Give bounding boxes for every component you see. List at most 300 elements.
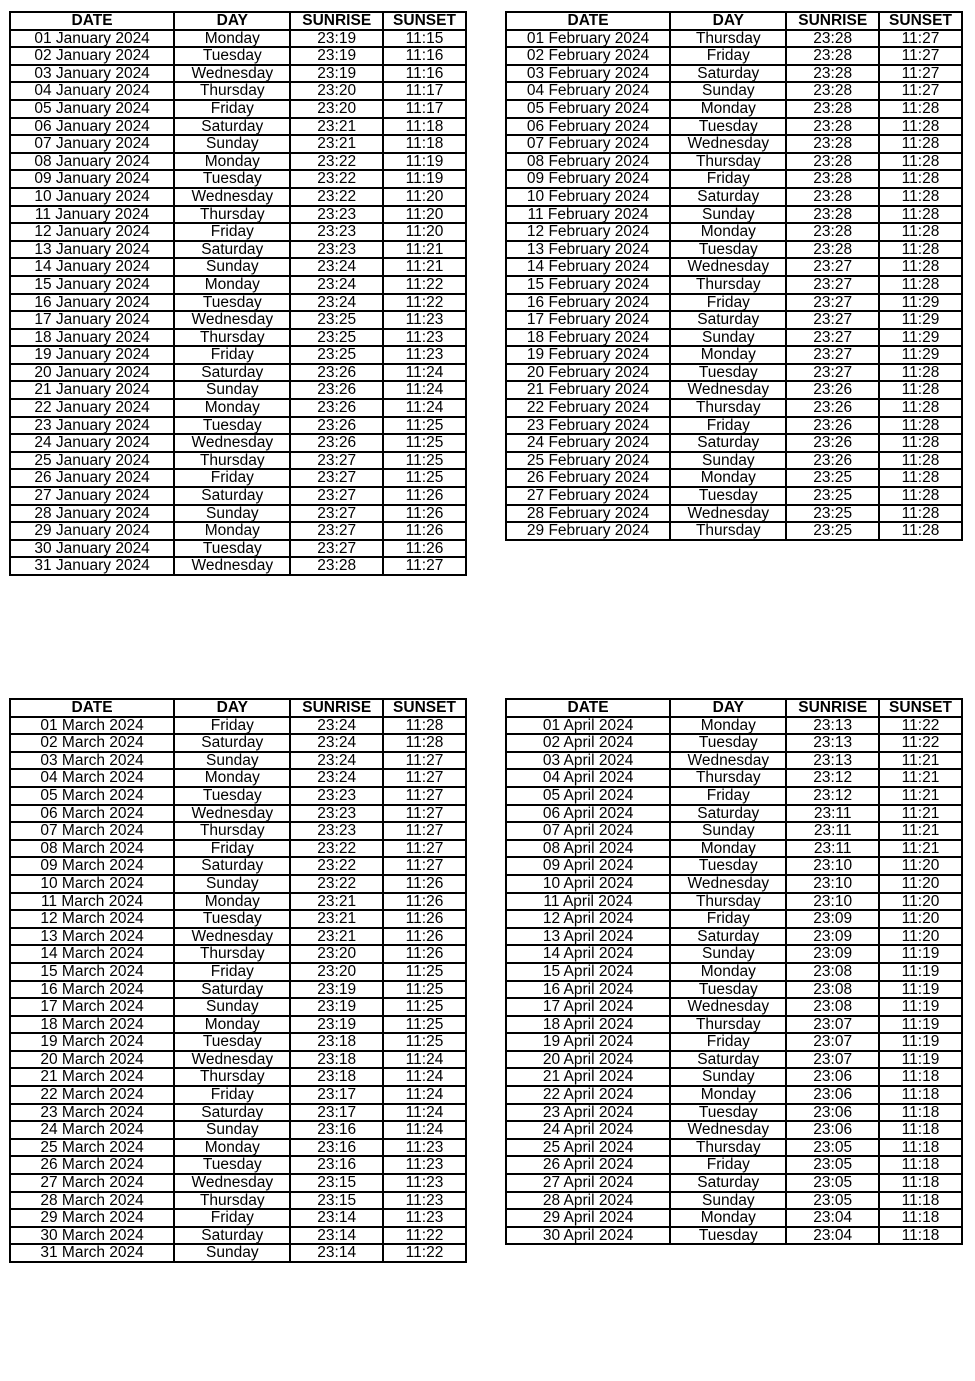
sunset-cell: 11:18 (879, 1227, 962, 1245)
sunset-cell: 11:25 (383, 417, 466, 435)
date-cell: 04 January 2024 (10, 82, 174, 100)
table-row (10, 1068, 466, 1086)
date-cell: 15 April 2024 (506, 963, 670, 981)
sunrise-cell: 23:26 (786, 452, 879, 470)
day-cell: Friday (174, 840, 290, 858)
date-cell: 25 January 2024 (10, 452, 174, 470)
table-row (506, 963, 962, 981)
date-cell: 13 April 2024 (506, 928, 670, 946)
table-march (9, 698, 467, 1263)
date-cell: 06 February 2024 (506, 118, 670, 136)
sunset-cell: 11:26 (383, 505, 466, 523)
day-cell: Thursday (670, 1139, 786, 1157)
sunset-cell: 11:15 (383, 30, 466, 48)
sunrise-cell: 23:28 (786, 170, 879, 188)
sunrise-cell: 23:13 (786, 752, 879, 770)
date-cell: 02 January 2024 (10, 47, 174, 65)
sunrise-cell: 23:18 (290, 1051, 383, 1069)
sunrise-cell: 23:26 (786, 381, 879, 399)
table-row (506, 311, 962, 329)
sunset-cell: 11:23 (383, 1156, 466, 1174)
day-cell: Monday (670, 100, 786, 118)
sunrise-cell: 23:05 (786, 1156, 879, 1174)
table-row (506, 1227, 962, 1245)
table-april (505, 698, 963, 1245)
date-cell: 11 April 2024 (506, 893, 670, 911)
day-cell: Monday (174, 30, 290, 48)
date-cell: 17 April 2024 (506, 998, 670, 1016)
table-row (506, 1033, 962, 1051)
sunrise-cell: 23:11 (786, 840, 879, 858)
table-row (506, 505, 962, 523)
sunset-cell: 11:20 (879, 857, 962, 875)
sunrise-cell: 23:27 (786, 276, 879, 294)
sunset-cell: 11:27 (879, 65, 962, 83)
table-row (506, 840, 962, 858)
table-row (10, 998, 466, 1016)
sunset-cell: 11:26 (383, 522, 466, 540)
sunrise-cell: 23:19 (290, 30, 383, 48)
sunset-cell: 11:25 (383, 981, 466, 999)
day-cell: Thursday (670, 399, 786, 417)
date-cell: 26 February 2024 (506, 469, 670, 487)
day-cell: Friday (174, 1209, 290, 1227)
sunset-cell: 11:19 (879, 1016, 962, 1034)
sunrise-cell: 23:10 (786, 857, 879, 875)
sunrise-cell: 23:28 (786, 100, 879, 118)
date-cell: 19 February 2024 (506, 346, 670, 364)
sunset-cell: 11:21 (879, 805, 962, 823)
sunset-cell: 11:24 (383, 1104, 466, 1122)
day-cell: Saturday (670, 65, 786, 83)
sunrise-cell: 23:26 (290, 381, 383, 399)
sunset-cell: 11:17 (383, 100, 466, 118)
sunrise-cell: 23:27 (786, 364, 879, 382)
table-row (506, 805, 962, 823)
sunset-cell: 11:19 (879, 998, 962, 1016)
table-row (506, 857, 962, 875)
sunrise-cell: 23:23 (290, 241, 383, 259)
sunset-cell: 11:24 (383, 1086, 466, 1104)
column-header-sunrise: SUNRISE (786, 12, 879, 30)
column-header-sunrise: SUNRISE (290, 12, 383, 30)
sunrise-cell: 23:25 (290, 311, 383, 329)
sunrise-cell: 23:19 (290, 1016, 383, 1034)
sunset-cell: 11:22 (879, 717, 962, 735)
date-cell: 12 April 2024 (506, 910, 670, 928)
sunrise-cell: 23:20 (290, 945, 383, 963)
sunrise-cell: 23:12 (786, 769, 879, 787)
sunrise-cell: 23:05 (786, 1192, 879, 1210)
table-row (10, 1174, 466, 1192)
date-cell: 25 February 2024 (506, 452, 670, 470)
day-cell: Friday (670, 47, 786, 65)
table-row (506, 1016, 962, 1034)
table-row (10, 153, 466, 171)
sunrise-cell: 23:08 (786, 981, 879, 999)
sunrise-cell: 23:24 (290, 276, 383, 294)
table-row (506, 364, 962, 382)
sunrise-cell: 23:22 (290, 170, 383, 188)
date-cell: 27 March 2024 (10, 1174, 174, 1192)
date-cell: 14 April 2024 (506, 945, 670, 963)
day-cell: Tuesday (174, 1156, 290, 1174)
date-cell: 08 March 2024 (10, 840, 174, 858)
day-cell: Tuesday (174, 540, 290, 558)
sunrise-cell: 23:12 (786, 787, 879, 805)
day-cell: Thursday (670, 522, 786, 540)
sunset-cell: 11:28 (879, 452, 962, 470)
day-cell: Thursday (670, 769, 786, 787)
table-row (10, 893, 466, 911)
day-cell: Saturday (670, 434, 786, 452)
sunset-cell: 11:23 (383, 1139, 466, 1157)
table-row (10, 294, 466, 312)
date-cell: 26 January 2024 (10, 469, 174, 487)
sunset-cell: 11:27 (879, 82, 962, 100)
sunrise-cell: 23:09 (786, 928, 879, 946)
table-row (506, 294, 962, 312)
table-row (10, 1192, 466, 1210)
sunset-cell: 11:28 (383, 734, 466, 752)
table-row (10, 769, 466, 787)
table-row (10, 206, 466, 224)
sunset-cell: 11:28 (879, 505, 962, 523)
table-row (10, 241, 466, 259)
table-row (10, 258, 466, 276)
table-row (506, 276, 962, 294)
date-cell: 14 March 2024 (10, 945, 174, 963)
day-cell: Sunday (670, 452, 786, 470)
sunset-cell: 11:27 (383, 840, 466, 858)
day-cell: Tuesday (670, 734, 786, 752)
table-row (10, 805, 466, 823)
day-cell: Thursday (174, 452, 290, 470)
column-header-date: DATE (506, 12, 670, 30)
day-cell: Tuesday (670, 487, 786, 505)
date-cell: 24 March 2024 (10, 1121, 174, 1139)
table-row (10, 311, 466, 329)
sunset-cell: 11:18 (879, 1156, 962, 1174)
table-row (506, 469, 962, 487)
sunrise-cell: 23:07 (786, 1016, 879, 1034)
day-cell: Wednesday (670, 752, 786, 770)
date-cell: 19 January 2024 (10, 346, 174, 364)
sunrise-cell: 23:28 (786, 153, 879, 171)
day-cell: Monday (174, 1016, 290, 1034)
day-cell: Sunday (174, 1121, 290, 1139)
day-cell: Tuesday (174, 1033, 290, 1051)
day-cell: Thursday (670, 893, 786, 911)
sunrise-cell: 23:27 (786, 329, 879, 347)
header-row (506, 699, 962, 717)
sunrise-cell: 23:25 (290, 346, 383, 364)
table-row (10, 364, 466, 382)
day-cell: Thursday (174, 82, 290, 100)
sunset-cell: 11:25 (383, 998, 466, 1016)
date-cell: 05 April 2024 (506, 787, 670, 805)
day-cell: Friday (174, 469, 290, 487)
sunrise-cell: 23:19 (290, 47, 383, 65)
table-row (506, 346, 962, 364)
sunset-cell: 11:27 (383, 752, 466, 770)
sunset-cell: 11:24 (383, 1121, 466, 1139)
table-row (506, 30, 962, 48)
date-cell: 12 March 2024 (10, 910, 174, 928)
column-header-date: DATE (10, 699, 174, 717)
table-row (10, 170, 466, 188)
day-cell: Tuesday (670, 241, 786, 259)
table-row (10, 734, 466, 752)
date-cell: 10 January 2024 (10, 188, 174, 206)
sunset-cell: 11:28 (879, 100, 962, 118)
table-row (506, 1051, 962, 1069)
date-cell: 16 January 2024 (10, 294, 174, 312)
date-cell: 13 March 2024 (10, 928, 174, 946)
date-cell: 07 January 2024 (10, 135, 174, 153)
sunset-cell: 11:28 (879, 206, 962, 224)
table-row (506, 1086, 962, 1104)
day-cell: Thursday (670, 153, 786, 171)
table-january (9, 11, 467, 576)
day-cell: Sunday (670, 206, 786, 224)
sunrise-cell: 23:28 (786, 223, 879, 241)
date-cell: 09 March 2024 (10, 857, 174, 875)
date-cell: 30 March 2024 (10, 1227, 174, 1245)
day-cell: Saturday (174, 734, 290, 752)
sunset-cell: 11:21 (879, 769, 962, 787)
sunrise-cell: 23:25 (290, 329, 383, 347)
sunset-cell: 11:16 (383, 47, 466, 65)
day-cell: Tuesday (670, 1227, 786, 1245)
date-cell: 25 March 2024 (10, 1139, 174, 1157)
date-cell: 15 February 2024 (506, 276, 670, 294)
date-cell: 04 February 2024 (506, 82, 670, 100)
day-cell: Wednesday (670, 875, 786, 893)
table-row (506, 100, 962, 118)
table-row (506, 1174, 962, 1192)
date-cell: 18 March 2024 (10, 1016, 174, 1034)
date-cell: 18 January 2024 (10, 329, 174, 347)
day-cell: Monday (670, 717, 786, 735)
date-cell: 30 April 2024 (506, 1227, 670, 1245)
sunrise-cell: 23:06 (786, 1104, 879, 1122)
sunset-cell: 11:28 (879, 135, 962, 153)
table-row (10, 1156, 466, 1174)
day-cell: Friday (670, 787, 786, 805)
date-cell: 26 March 2024 (10, 1156, 174, 1174)
date-cell: 09 January 2024 (10, 170, 174, 188)
day-cell: Wednesday (174, 928, 290, 946)
sunrise-cell: 23:07 (786, 1033, 879, 1051)
table-row (10, 47, 466, 65)
day-cell: Thursday (174, 206, 290, 224)
date-cell: 07 March 2024 (10, 822, 174, 840)
sunset-cell: 11:28 (879, 276, 962, 294)
day-cell: Tuesday (174, 170, 290, 188)
day-cell: Wednesday (174, 557, 290, 575)
header-row (506, 12, 962, 30)
date-cell: 19 March 2024 (10, 1033, 174, 1051)
sunrise-cell: 23:05 (786, 1139, 879, 1157)
date-cell: 20 February 2024 (506, 364, 670, 382)
sunrise-cell: 23:22 (290, 153, 383, 171)
sunrise-cell: 23:22 (290, 840, 383, 858)
sunset-cell: 11:26 (383, 910, 466, 928)
day-cell: Monday (670, 1209, 786, 1227)
table-row (10, 1033, 466, 1051)
day-cell: Thursday (174, 1068, 290, 1086)
table-row (10, 840, 466, 858)
sunrise-cell: 23:19 (290, 998, 383, 1016)
day-cell: Tuesday (174, 47, 290, 65)
sunrise-cell: 23:27 (786, 311, 879, 329)
sunrise-cell: 23:20 (290, 82, 383, 100)
date-cell: 05 February 2024 (506, 100, 670, 118)
sunrise-cell: 23:18 (290, 1068, 383, 1086)
sunset-cell: 11:17 (383, 82, 466, 100)
day-cell: Wednesday (670, 258, 786, 276)
date-cell: 28 February 2024 (506, 505, 670, 523)
sunset-cell: 11:26 (383, 928, 466, 946)
sunset-cell: 11:21 (879, 787, 962, 805)
sunset-cell: 11:18 (879, 1068, 962, 1086)
sunrise-cell: 23:27 (290, 452, 383, 470)
sunset-cell: 11:19 (879, 981, 962, 999)
sunrise-cell: 23:26 (786, 434, 879, 452)
sunset-cell: 11:18 (879, 1174, 962, 1192)
sunrise-cell: 23:25 (786, 469, 879, 487)
sunrise-cell: 23:27 (786, 294, 879, 312)
day-cell: Tuesday (174, 294, 290, 312)
sunset-cell: 11:18 (879, 1209, 962, 1227)
sunrise-cell: 23:09 (786, 910, 879, 928)
day-cell: Saturday (174, 487, 290, 505)
date-cell: 30 January 2024 (10, 540, 174, 558)
table-row (506, 170, 962, 188)
sunset-cell: 11:24 (383, 399, 466, 417)
sunrise-cell: 23:23 (290, 805, 383, 823)
table-row (506, 118, 962, 136)
column-header-day: DAY (174, 12, 290, 30)
sunset-cell: 11:18 (879, 1086, 962, 1104)
sunrise-cell: 23:16 (290, 1156, 383, 1174)
day-cell: Monday (174, 399, 290, 417)
date-cell: 14 February 2024 (506, 258, 670, 276)
sunrise-cell: 23:26 (290, 417, 383, 435)
sunset-cell: 11:18 (879, 1192, 962, 1210)
day-cell: Sunday (670, 945, 786, 963)
day-cell: Wednesday (670, 1121, 786, 1139)
sunset-cell: 11:18 (879, 1139, 962, 1157)
sunrise-cell: 23:28 (786, 30, 879, 48)
sunset-cell: 11:22 (383, 1244, 466, 1262)
sunrise-cell: 23:22 (290, 857, 383, 875)
date-cell: 05 March 2024 (10, 787, 174, 805)
date-cell: 22 January 2024 (10, 399, 174, 417)
date-cell: 01 February 2024 (506, 30, 670, 48)
date-cell: 14 January 2024 (10, 258, 174, 276)
table-row (10, 505, 466, 523)
sunrise-cell: 23:16 (290, 1121, 383, 1139)
day-cell: Friday (670, 170, 786, 188)
day-cell: Saturday (174, 241, 290, 259)
date-cell: 24 January 2024 (10, 434, 174, 452)
sunset-cell: 11:27 (383, 857, 466, 875)
date-cell: 22 March 2024 (10, 1086, 174, 1104)
day-cell: Monday (670, 223, 786, 241)
sunrise-cell: 23:27 (786, 346, 879, 364)
sunset-cell: 11:20 (383, 188, 466, 206)
table-row (10, 188, 466, 206)
table-row (506, 875, 962, 893)
day-cell: Friday (670, 1033, 786, 1051)
table-row (10, 928, 466, 946)
sunrise-cell: 23:26 (786, 417, 879, 435)
sunrise-cell: 23:07 (786, 1051, 879, 1069)
day-cell: Saturday (174, 118, 290, 136)
sunrise-cell: 23:21 (290, 893, 383, 911)
day-cell: Wednesday (670, 135, 786, 153)
sunset-cell: 11:23 (383, 1174, 466, 1192)
date-cell: 01 April 2024 (506, 717, 670, 735)
column-header-day: DAY (174, 699, 290, 717)
table-row (506, 1156, 962, 1174)
day-cell: Wednesday (174, 1051, 290, 1069)
day-cell: Monday (670, 346, 786, 364)
sunset-cell: 11:26 (383, 945, 466, 963)
date-cell: 12 February 2024 (506, 223, 670, 241)
day-cell: Saturday (670, 311, 786, 329)
day-cell: Monday (174, 153, 290, 171)
date-cell: 16 March 2024 (10, 981, 174, 999)
sunrise-cell: 23:10 (786, 875, 879, 893)
day-cell: Sunday (174, 381, 290, 399)
sunrise-cell: 23:14 (290, 1227, 383, 1245)
sunrise-cell: 23:09 (786, 945, 879, 963)
sunrise-cell: 23:27 (290, 540, 383, 558)
table-row (10, 82, 466, 100)
day-cell: Tuesday (670, 1104, 786, 1122)
sunset-cell: 11:20 (879, 928, 962, 946)
sunset-cell: 11:18 (879, 1104, 962, 1122)
column-header-date: DATE (10, 12, 174, 30)
day-cell: Friday (174, 717, 290, 735)
table-row (506, 717, 962, 735)
sunset-cell: 11:28 (879, 417, 962, 435)
table-row (10, 910, 466, 928)
day-cell: Sunday (174, 1244, 290, 1262)
sunset-cell: 11:28 (879, 118, 962, 136)
table-row (10, 1227, 466, 1245)
day-cell: Thursday (174, 945, 290, 963)
date-cell: 09 February 2024 (506, 170, 670, 188)
table-row (506, 434, 962, 452)
date-cell: 13 February 2024 (506, 241, 670, 259)
day-cell: Wednesday (174, 188, 290, 206)
sunset-cell: 11:19 (879, 1051, 962, 1069)
sunrise-cell: 23:06 (786, 1121, 879, 1139)
date-cell: 20 March 2024 (10, 1051, 174, 1069)
sunrise-cell: 23:06 (786, 1068, 879, 1086)
date-cell: 08 April 2024 (506, 840, 670, 858)
sunset-cell: 11:24 (383, 364, 466, 382)
table-row (10, 223, 466, 241)
sunrise-cell: 23:04 (786, 1209, 879, 1227)
sunset-cell: 11:19 (879, 963, 962, 981)
sunrise-cell: 23:28 (786, 47, 879, 65)
date-cell: 23 February 2024 (506, 417, 670, 435)
